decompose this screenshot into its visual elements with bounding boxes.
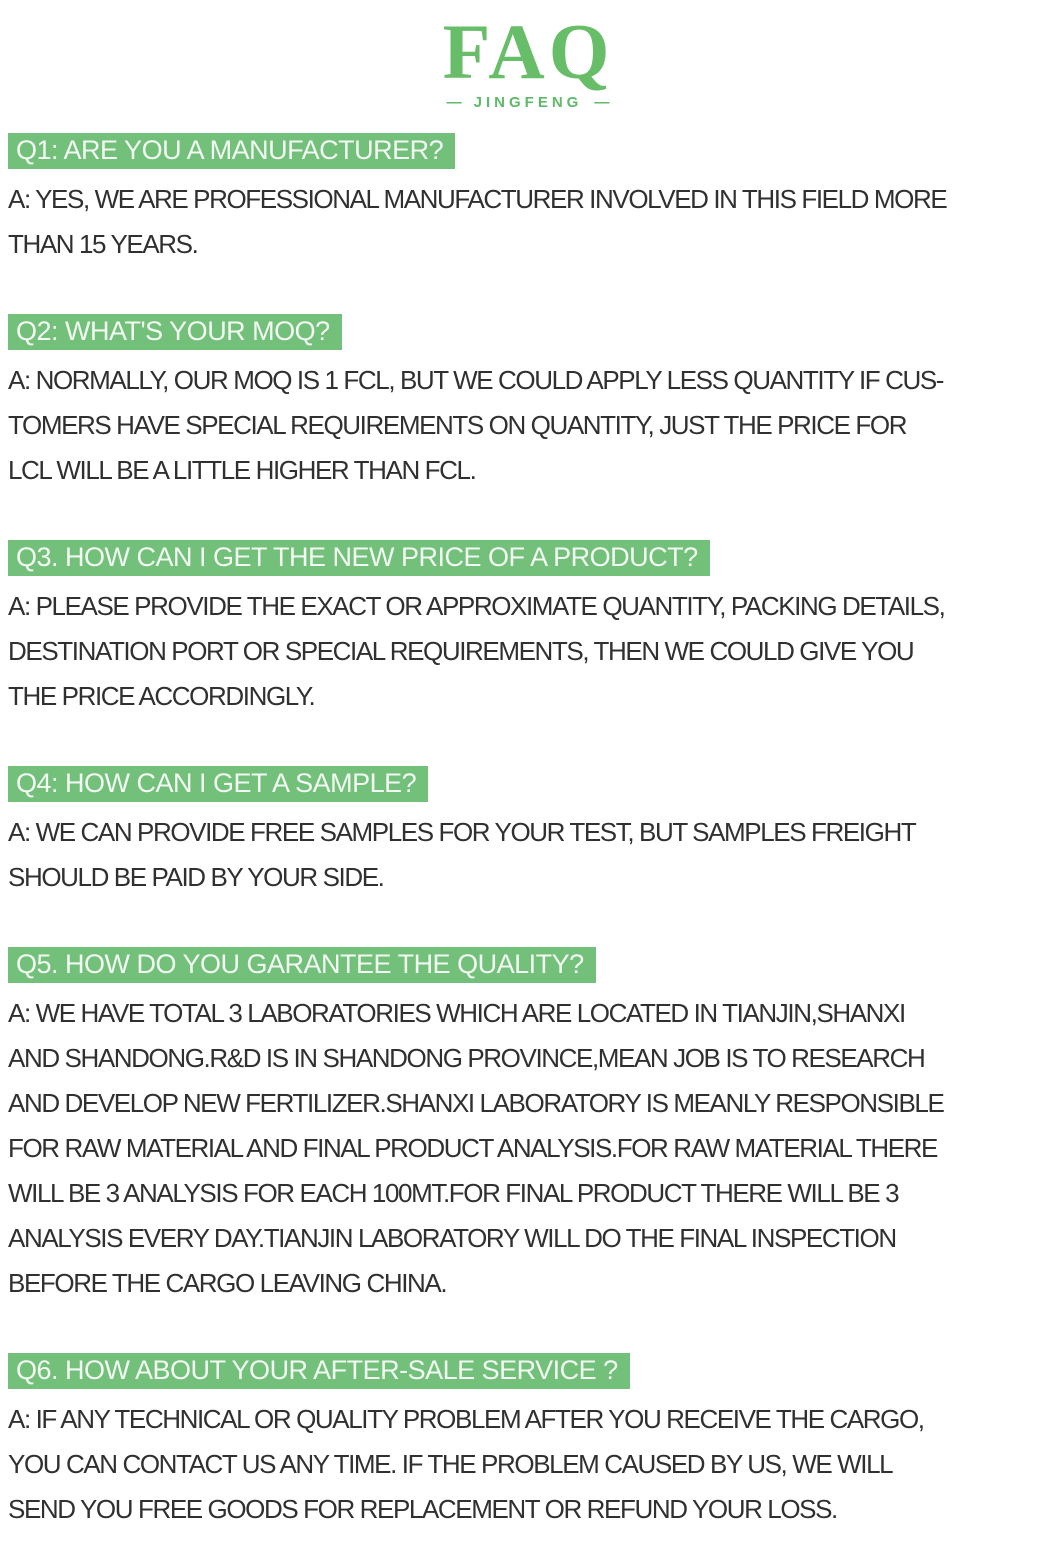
answer-text-q2 (8, 358, 1048, 493)
brand-dash-right: — (594, 94, 610, 111)
page-header (8, 10, 1048, 111)
faq-item-q3 (8, 540, 1048, 719)
faq-item-q2 (8, 314, 1048, 493)
faq-item-q6 (8, 1353, 1048, 1532)
answer-line: ANALYSIS EVERY DAY.TIANJIN LABORATORY WILL DO THE FINAL INSPECTION (8, 1223, 896, 1253)
faq-list (8, 133, 1048, 1532)
answer-text-q3 (8, 584, 1048, 719)
answer-text-q4 (8, 810, 1048, 900)
answer-line: DESTINATION PORT OR SPECIAL REQUIREMENTS, THEN WE COULD GIVE YOU (8, 636, 914, 666)
answer-text-q1 (8, 177, 1048, 267)
answer-line: SEND YOU FREE GOODS FOR REPLACEMENT OR REFUND YOUR LOSS. (8, 1494, 837, 1524)
page-title: FAQ (442, 8, 614, 95)
answer-line: WILL BE 3 ANALYSIS FOR EACH 100MT.FOR FINAL PRODUCT THERE WILL BE 3 (8, 1178, 899, 1208)
brand-dash-left: — (446, 94, 462, 111)
answer-line: THAN 15 YEARS. (8, 229, 198, 259)
answer-line: A: WE CAN PROVIDE FREE SAMPLES FOR YOUR TEST, BUT SAMPLES FREIGHT (8, 817, 916, 847)
answer-line: A: IF ANY TECHNICAL OR QUALITY PROBLEM AFTER YOU RECEIVE THE CARGO, (8, 1404, 924, 1434)
answer-line: SHOULD BE PAID BY YOUR SIDE. (8, 862, 384, 892)
answer-line: LCL WILL BE A LITTLE HIGHER THAN FCL. (8, 455, 476, 485)
answer-line: TOMERS HAVE SPECIAL REQUIREMENTS ON QUANTITY, JUST THE PRICE FOR (8, 410, 907, 440)
answer-line: A: NORMALLY, OUR MOQ IS 1 FCL, BUT WE COULD APPLY LESS QUANTITY IF CUS- (8, 365, 944, 395)
brand-name: JINGFENG (473, 94, 583, 111)
answer-line: FOR RAW MATERIAL AND FINAL PRODUCT ANALYSIS.FOR RAW MATERIAL THERE (8, 1133, 937, 1163)
answer-line: BEFORE THE CARGO LEAVING CHINA. (8, 1268, 447, 1298)
faq-item-q5 (8, 947, 1048, 1306)
question-heading-q4: Q4: HOW CAN I GET A SAMPLE? (8, 766, 428, 802)
question-heading-q2: Q2: WHAT'S YOUR MOQ? (8, 314, 342, 350)
answer-line: A: PLEASE PROVIDE THE EXACT OR APPROXIMATE QUANTITY, PACKING DETAILS, (8, 591, 945, 621)
answer-line: A: WE HAVE TOTAL 3 LABORATORIES WHICH ARE LOCATED IN TIANJIN,SHANXI (8, 998, 905, 1028)
answer-text-q5 (8, 991, 1048, 1306)
answer-line: A: YES, WE ARE PROFESSIONAL MANUFACTURER INVOLVED IN THIS FIELD MORE (8, 184, 947, 214)
question-heading-q6: Q6. HOW ABOUT YOUR AFTER-SALE SERVICE ? (8, 1353, 630, 1389)
answer-line: AND SHANDONG.R&D IS IN SHANDONG PROVINCE,MEAN JOB IS TO RESEARCH (8, 1043, 925, 1073)
question-heading-q3: Q3. HOW CAN I GET THE NEW PRICE OF A PRODUCT? (8, 540, 710, 576)
question-heading-q5: Q5. HOW DO YOU GARANTEE THE QUALITY? (8, 947, 596, 983)
faq-item-q4 (8, 766, 1048, 900)
answer-line: THE PRICE ACCORDINGLY. (8, 681, 315, 711)
brand-line (8, 94, 1048, 111)
faq-item-q1 (8, 133, 1048, 267)
question-heading-q1: Q1: ARE YOU A MANUFACTURER? (8, 133, 455, 169)
answer-text-q6 (8, 1397, 1048, 1532)
answer-line: AND DEVELOP NEW FERTILIZER.SHANXI LABORATORY IS MEANLY RESPONSIBLE (8, 1088, 944, 1118)
answer-line: YOU CAN CONTACT US ANY TIME. IF THE PROBLEM CAUSED BY US, WE WILL (8, 1449, 893, 1479)
